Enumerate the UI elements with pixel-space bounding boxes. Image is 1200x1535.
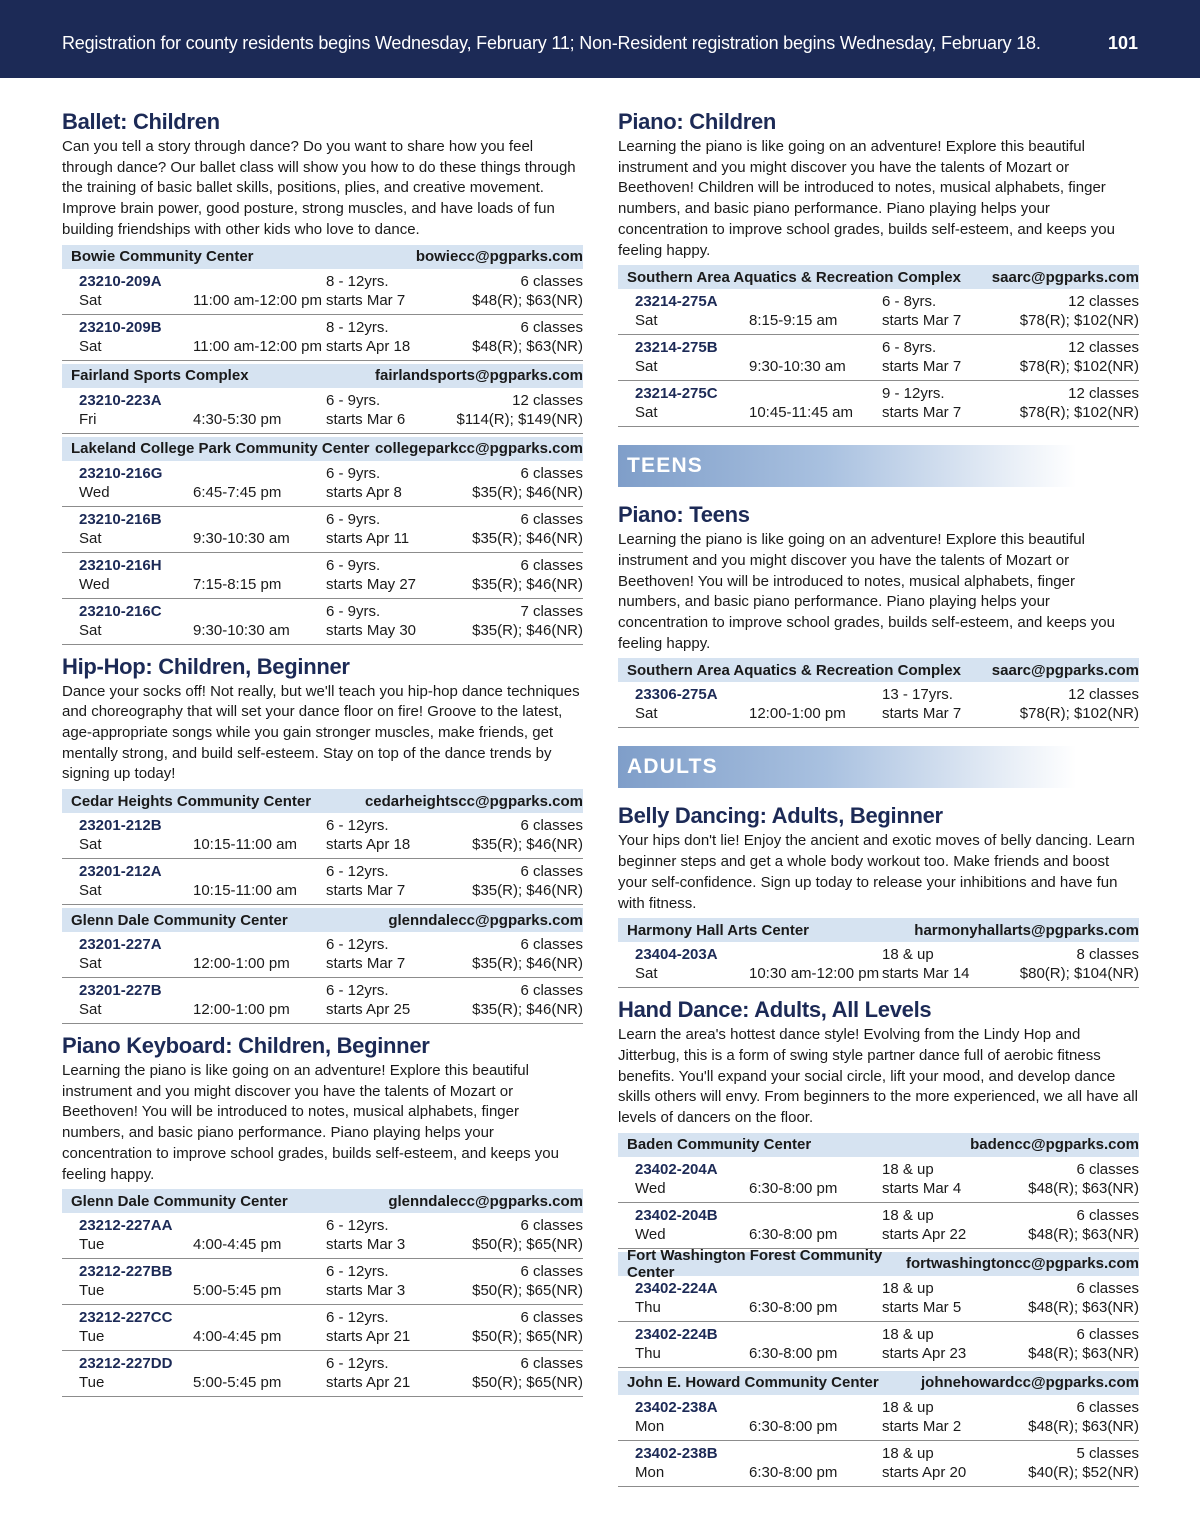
session-row (618, 335, 1139, 381)
start-date: starts Mar 7 (326, 955, 406, 973)
session-day: Mon (635, 1463, 665, 1481)
location-header (618, 265, 1139, 289)
session-row (62, 269, 583, 315)
session-time: 6:30-8:00 pm (749, 1225, 838, 1243)
location-name: Lakeland College Park Community Center (71, 440, 370, 458)
fee: $35(R); $46(NR) (472, 1001, 583, 1019)
age-range: 6 - 12yrs. (326, 1263, 389, 1281)
left-column (62, 108, 583, 1405)
class-count: 12 classes (1068, 686, 1139, 704)
location-email-link[interactable]: bowiecc@pgparks.com (415, 248, 583, 266)
course-title: Ballet: Children (62, 109, 220, 134)
session-day: Sat (635, 705, 658, 723)
fee: $48(R); $63(NR) (472, 337, 583, 355)
location-email-link[interactable]: glenndalecc@pgparks.com (388, 1192, 583, 1210)
course-code: 23404-203A (635, 946, 718, 964)
session-row (618, 1441, 1139, 1487)
session-day: Wed (79, 575, 110, 593)
course-code: 23212-227AA (79, 1217, 173, 1235)
class-count: 6 classes (520, 1355, 583, 1373)
class-count: 6 classes (520, 1263, 583, 1281)
section-band: TEENS (618, 445, 1139, 487)
start-date: starts Mar 7 (882, 312, 962, 330)
location-email-link[interactable]: fairlandsports@pgparks.com (374, 367, 583, 385)
fee: $35(R); $46(NR) (472, 483, 583, 501)
course-code: 23402-238A (635, 1398, 718, 1416)
age-range: 6 - 12yrs. (326, 817, 389, 835)
start-date: starts May 27 (326, 575, 417, 593)
class-count: 12 classes (1068, 293, 1139, 311)
location-email-link[interactable]: cedarheightscc@pgparks.com (364, 792, 583, 810)
age-range: 6 - 9yrs. (326, 510, 381, 528)
session-day: Wed (635, 1179, 666, 1197)
header-bar (0, 0, 1200, 78)
session-time: 6:30-8:00 pm (749, 1298, 838, 1316)
course-listing (618, 501, 1139, 728)
course-code: 23210-209A (79, 272, 162, 290)
session-day: Sat (79, 882, 102, 900)
fee: $78(R); $102(NR) (1019, 312, 1139, 330)
session-time: 9:30-10:30 am (193, 529, 290, 547)
course-code: 23210-216G (79, 464, 163, 482)
start-date: starts Apr 25 (326, 1001, 411, 1019)
fee: $35(R); $46(NR) (472, 575, 583, 593)
location-header (62, 245, 583, 269)
age-range: 8 - 12yrs. (326, 272, 389, 290)
class-count: 6 classes (520, 1217, 583, 1235)
course-title: Piano: Children (618, 109, 777, 134)
session-time: 4:30-5:30 pm (193, 410, 282, 428)
start-date: starts Mar 4 (882, 1179, 962, 1197)
session-day: Sat (79, 836, 102, 854)
session-time: 4:00-4:45 pm (193, 1328, 282, 1346)
course-code: 23210-223A (79, 391, 162, 409)
start-date: starts Mar 6 (326, 410, 406, 428)
session-day: Tue (79, 1328, 105, 1346)
fee: $35(R); $46(NR) (472, 836, 583, 854)
age-range: 18 & up (882, 1160, 934, 1178)
location-email-link[interactable]: collegeparkcc@pgparks.com (374, 440, 583, 458)
location-name: Glenn Dale Community Center (71, 911, 288, 929)
class-count: 6 classes (520, 863, 583, 881)
start-date: starts Mar 2 (882, 1417, 962, 1435)
age-range: 6 - 8yrs. (882, 293, 937, 311)
class-count: 6 classes (520, 556, 583, 574)
session-row (618, 1395, 1139, 1441)
age-range: 6 - 12yrs. (326, 936, 389, 954)
start-date: starts Apr 21 (326, 1328, 411, 1346)
location-name: Fort Washington Forest Community Center (627, 1246, 883, 1281)
age-range: 6 - 12yrs. (326, 1217, 389, 1235)
session-day: Thu (635, 1298, 661, 1316)
course-code: 23201-212B (79, 817, 162, 835)
session-time: 10:30 am-12:00 pm (749, 965, 880, 983)
start-date: starts Mar 7 (882, 705, 962, 723)
fee: $35(R); $46(NR) (472, 955, 583, 973)
class-count: 7 classes (520, 602, 583, 620)
age-range: 6 - 8yrs. (882, 339, 937, 357)
location-name: Baden Community Center (627, 1136, 812, 1154)
session-row (62, 932, 583, 978)
age-range: 13 - 17yrs. (882, 686, 953, 704)
class-count: 6 classes (520, 982, 583, 1000)
start-date: starts Mar 5 (882, 1298, 962, 1316)
session-day: Sat (79, 955, 102, 973)
age-range: 8 - 12yrs. (326, 318, 389, 336)
course-listing (62, 1032, 583, 1397)
session-row (62, 388, 583, 434)
age-range: 18 & up (882, 1206, 934, 1224)
class-count: 5 classes (1076, 1444, 1139, 1462)
course-code: 23214-275B (635, 339, 718, 357)
age-range: 6 - 9yrs. (326, 464, 381, 482)
class-count: 6 classes (1076, 1206, 1139, 1224)
fee: $78(R); $102(NR) (1019, 358, 1139, 376)
session-row (618, 1203, 1139, 1249)
class-count: 6 classes (1076, 1279, 1139, 1297)
location-header (618, 1371, 1139, 1395)
fee: $78(R); $102(NR) (1019, 404, 1139, 422)
age-range: 6 - 12yrs. (326, 982, 389, 1000)
session-day: Sat (79, 1001, 102, 1019)
location-header (62, 437, 583, 461)
start-date: starts Apr 18 (326, 337, 411, 355)
class-count: 8 classes (1076, 946, 1139, 964)
course-code: 23402-204A (635, 1160, 718, 1178)
course-code: 23201-227B (79, 982, 162, 1000)
session-time: 10:15-11:00 am (193, 836, 297, 854)
session-row (618, 289, 1139, 335)
course-listing (62, 108, 583, 645)
location-header (62, 364, 583, 388)
session-time: 12:00-1:00 pm (193, 955, 290, 973)
course-code: 23402-224B (635, 1325, 718, 1343)
session-row (62, 507, 583, 553)
course-code: 23306-275A (635, 686, 718, 704)
fee: $114(R); $149(NR) (456, 410, 583, 428)
location-name: Harmony Hall Arts Center (627, 921, 809, 939)
age-range: 6 - 12yrs. (326, 1309, 389, 1327)
course-description: Dance your socks off! Not really, but we'll teach you hip-hop dance techniques and choreography that will set your dance floor on fire! Groove to the latest, age-appropriate songs while you gain stronger muscles, make friends, get mentally strong, and build self-esteem. Stay on top of the dance trends by signing up today! (62, 682, 580, 783)
age-range: 6 - 12yrs. (326, 1355, 389, 1373)
right-column (618, 108, 1139, 1495)
session-day: Sat (635, 965, 658, 983)
course-description: Learn the area's hottest dance style! Evolving from the Lindy Hop and Jitterbug, this is a form of swing style partner dance full of aerobic fitness benefits. You'll expand your social circle, lift your mood, and develop dance skills others will envy. From beginners to the more experienced, we all have all levels of dancers on the floor. (618, 1026, 1138, 1127)
course-title: Hip-Hop: Children, Beginner (62, 653, 350, 679)
session-day: Tue (79, 1236, 105, 1254)
age-range: 6 - 9yrs. (326, 391, 381, 409)
fee: $50(R); $65(NR) (472, 1374, 583, 1392)
fee: $48(R); $63(NR) (1028, 1225, 1139, 1243)
session-time: 10:45-11:45 am (749, 404, 853, 422)
start-date: starts Apr 23 (882, 1344, 967, 1362)
course-code: 23201-227A (79, 936, 162, 954)
location-name: John E. Howard Community Center (627, 1374, 879, 1392)
fee: $48(R); $63(NR) (1028, 1417, 1139, 1435)
start-date: starts Mar 7 (882, 404, 962, 422)
start-date: starts Apr 11 (326, 529, 410, 547)
course-code: 23210-216H (79, 556, 162, 574)
location-header (618, 918, 1139, 942)
session-time: 9:30-10:30 am (193, 621, 290, 639)
class-count: 6 classes (1076, 1325, 1139, 1343)
class-count: 6 classes (520, 817, 583, 835)
fee: $40(R); $52(NR) (1028, 1463, 1139, 1481)
fee: $48(R); $63(NR) (1028, 1179, 1139, 1197)
location-email-link[interactable]: johnehowardcc@pgparks.com (920, 1374, 1139, 1392)
location-email-link[interactable]: badencc@pgparks.com (970, 1136, 1139, 1154)
session-day: Tue (79, 1374, 105, 1392)
session-time: 6:30-8:00 pm (749, 1179, 838, 1197)
start-date: starts Mar 3 (326, 1282, 406, 1300)
session-row (62, 978, 583, 1024)
course-description: Learning the piano is like going on an adventure! Explore this beautiful instrument and you might discover you have the talents of Mozart or Beethoven! You will be introduced to notes, musical alphabets, finger numbers, and basic piano performance. Piano playing helps your concentration to improve school grades, builds self-esteem, and keeps you feeling happy. (62, 1062, 559, 1183)
course-listing (618, 108, 1139, 427)
session-row (62, 461, 583, 507)
session-day: Tue (79, 1282, 105, 1300)
session-time: 11:00 am-12:00 pm (193, 337, 322, 355)
class-count: 6 classes (520, 1309, 583, 1327)
session-time: 6:30-8:00 pm (749, 1417, 838, 1435)
session-day: Mon (635, 1417, 665, 1435)
start-date: starts Mar 3 (326, 1236, 406, 1254)
course-code: 23402-238B (635, 1444, 718, 1462)
session-time: 4:00-4:45 pm (193, 1236, 282, 1254)
fee: $48(R); $63(NR) (472, 291, 583, 309)
session-row (62, 1259, 583, 1305)
fee: $50(R); $65(NR) (472, 1328, 583, 1346)
class-count: 6 classes (520, 318, 583, 336)
course-listing (62, 653, 583, 1025)
course-code: 23210-216C (79, 602, 162, 620)
location-header (618, 1133, 1139, 1157)
session-row (62, 553, 583, 599)
registration-banner: Registration for county residents begins Wednesday, February 11; Non-Resident registration begins Wednesday, February 18. (62, 33, 1041, 53)
fee: $48(R); $63(NR) (1028, 1298, 1139, 1316)
course-title: Belly Dancing: Adults, Beginner (618, 803, 943, 829)
session-day: Sat (79, 621, 102, 639)
course-code: 23212-227BB (79, 1263, 173, 1281)
fee: $50(R); $65(NR) (472, 1282, 583, 1300)
session-row (62, 599, 583, 645)
course-listing (618, 802, 1139, 988)
session-day: Sat (635, 358, 658, 376)
fee: $80(R); $104(NR) (1019, 965, 1139, 983)
fee: $50(R); $65(NR) (472, 1236, 583, 1254)
course-title: Piano: Teens (618, 502, 750, 528)
session-time: 12:00-1:00 pm (749, 705, 846, 723)
session-row (62, 1351, 583, 1397)
course-code: 23210-209B (79, 318, 162, 336)
start-date: starts Apr 21 (326, 1374, 411, 1392)
session-day: Sat (79, 337, 102, 355)
course-code: 23212-227CC (79, 1309, 173, 1327)
session-day: Wed (79, 483, 110, 501)
session-time: 5:00-5:45 pm (193, 1374, 282, 1392)
start-date: starts Mar 14 (882, 965, 970, 983)
class-count: 6 classes (1076, 1160, 1139, 1178)
course-description: Can you tell a story through dance? Do you want to share how you feel through dance? Our ballet class will show you how to do these things through the training of basic ballet skills, positions, plies, and creative movement. Improve brain power, good posture, strong muscles, and have loads of fun building friendships with other kids who love to dance. (62, 138, 576, 238)
start-date: starts Apr 22 (882, 1225, 967, 1243)
session-time: 6:30-8:00 pm (749, 1463, 838, 1481)
location-email-link[interactable]: saarc@pgparks.com (991, 268, 1139, 286)
start-date: starts Mar 7 (326, 882, 406, 900)
location-name: Bowie Community Center (71, 248, 254, 266)
course-code: 23201-212A (79, 863, 162, 881)
start-date: starts Mar 7 (882, 358, 962, 376)
fee: $78(R); $102(NR) (1019, 705, 1139, 723)
session-time: 6:30-8:00 pm (749, 1344, 838, 1362)
page-number: 101 (1107, 33, 1138, 53)
session-row (618, 942, 1139, 988)
location-email-link[interactable]: harmonyhallarts@pgparks.com (914, 921, 1139, 939)
location-header (618, 658, 1139, 682)
class-count: 6 classes (520, 936, 583, 954)
session-day: Wed (635, 1225, 666, 1243)
start-date: starts May 30 (326, 621, 417, 639)
fee: $35(R); $46(NR) (472, 882, 583, 900)
class-count: 6 classes (520, 510, 583, 528)
class-count: 12 classes (1068, 385, 1139, 403)
start-date: starts Apr 8 (326, 483, 402, 501)
fee: $48(R); $63(NR) (1028, 1344, 1139, 1362)
class-count: 6 classes (520, 464, 583, 482)
age-range: 18 & up (882, 1325, 934, 1343)
course-description: Learning the piano is like going on an adventure! Explore this beautiful instrument and you might discover you have the talents of Mozart or Beethoven! You will be introduced to notes, musical alphabets, finger numbers, and basic piano performance. Piano playing helps your concentration to improve school grades, builds self-esteem, and keeps you feeling happy. (618, 531, 1115, 652)
course-code: 23214-275C (635, 385, 718, 403)
start-date: starts Mar 7 (326, 291, 406, 309)
session-row (62, 859, 583, 905)
age-range: 18 & up (882, 1444, 934, 1462)
session-row (618, 1276, 1139, 1322)
session-day: Sat (635, 404, 658, 422)
session-row (618, 1157, 1139, 1203)
location-email-link[interactable]: glenndalecc@pgparks.com (388, 911, 583, 929)
location-header (62, 789, 583, 813)
location-header (62, 908, 583, 932)
session-time: 6:45-7:45 pm (193, 483, 282, 501)
course-description: Learning the piano is like going on an adventure! Explore this beautiful instrument and you might discover you have the talents of Mozart or Beethoven! Children will be introduced to notes, musical alphabets, finger numbers, and basic piano performance. Piano playing helps your concentration to improve school grades, builds self-esteem, and keeps you feeling happy. (618, 138, 1115, 259)
fee: $35(R); $46(NR) (472, 529, 583, 547)
session-row (618, 682, 1139, 728)
session-time: 11:00 am-12:00 pm (193, 291, 322, 309)
session-row (618, 1322, 1139, 1368)
location-header (62, 1189, 583, 1213)
location-name: Cedar Heights Community Center (71, 792, 312, 810)
age-range: 6 - 12yrs. (326, 863, 389, 881)
session-row (62, 1305, 583, 1351)
course-listing (618, 996, 1139, 1487)
class-count: 6 classes (520, 272, 583, 290)
session-day: Sat (79, 529, 102, 547)
session-day: Fri (79, 410, 97, 428)
location-name: Fairland Sports Complex (71, 367, 249, 385)
course-title: Piano Keyboard: Children, Beginner (62, 1033, 430, 1059)
session-row (62, 1213, 583, 1259)
class-count: 12 classes (1068, 339, 1139, 357)
location-name: Southern Area Aquatics & Recreation Complex (627, 661, 961, 679)
age-range: 6 - 9yrs. (326, 556, 381, 574)
age-range: 18 & up (882, 1398, 934, 1416)
session-time: 10:15-11:00 am (193, 882, 297, 900)
course-code: 23210-216B (79, 510, 162, 528)
session-row (62, 813, 583, 859)
location-name: Glenn Dale Community Center (71, 1192, 288, 1210)
location-header (618, 1246, 1139, 1281)
course-title: Hand Dance: Adults, All Levels (618, 997, 932, 1023)
section-band: ADULTS (618, 746, 1139, 788)
session-row (62, 315, 583, 361)
age-range: 18 & up (882, 946, 934, 964)
session-day: Sat (79, 291, 102, 309)
age-range: 9 - 12yrs. (882, 385, 945, 403)
location-name: Southern Area Aquatics & Recreation Complex (627, 268, 961, 286)
session-time: 5:00-5:45 pm (193, 1282, 282, 1300)
session-time: 8:15-9:15 am (749, 312, 838, 330)
session-time: 9:30-10:30 am (749, 358, 846, 376)
session-day: Sat (635, 312, 658, 330)
session-day: Thu (635, 1344, 661, 1362)
class-count: 6 classes (1076, 1398, 1139, 1416)
course-code: 23214-275A (635, 293, 718, 311)
session-time: 12:00-1:00 pm (193, 1001, 290, 1019)
location-email-link[interactable]: saarc@pgparks.com (991, 661, 1139, 679)
age-range: 6 - 9yrs. (326, 602, 381, 620)
start-date: starts Apr 20 (882, 1463, 967, 1481)
course-code: 23402-204B (635, 1206, 718, 1224)
course-code: 23212-227DD (79, 1355, 173, 1373)
fee: $35(R); $46(NR) (472, 621, 583, 639)
session-time: 7:15-8:15 pm (193, 575, 282, 593)
location-email-link[interactable]: fortwashingtoncc@pgparks.com (906, 1255, 1139, 1273)
age-range: 18 & up (882, 1279, 934, 1297)
start-date: starts Apr 18 (326, 836, 411, 854)
class-count: 12 classes (512, 391, 583, 409)
course-description: Your hips don't lie! Enjoy the ancient and exotic moves of belly dancing. Learn beginner steps and get a whole body workout too. Make friends and boost your self-confidence. Sign up today to release your inhibitions and have fun with fitness. (618, 832, 1135, 912)
course-code: 23402-224A (635, 1279, 718, 1297)
session-row (618, 381, 1139, 427)
